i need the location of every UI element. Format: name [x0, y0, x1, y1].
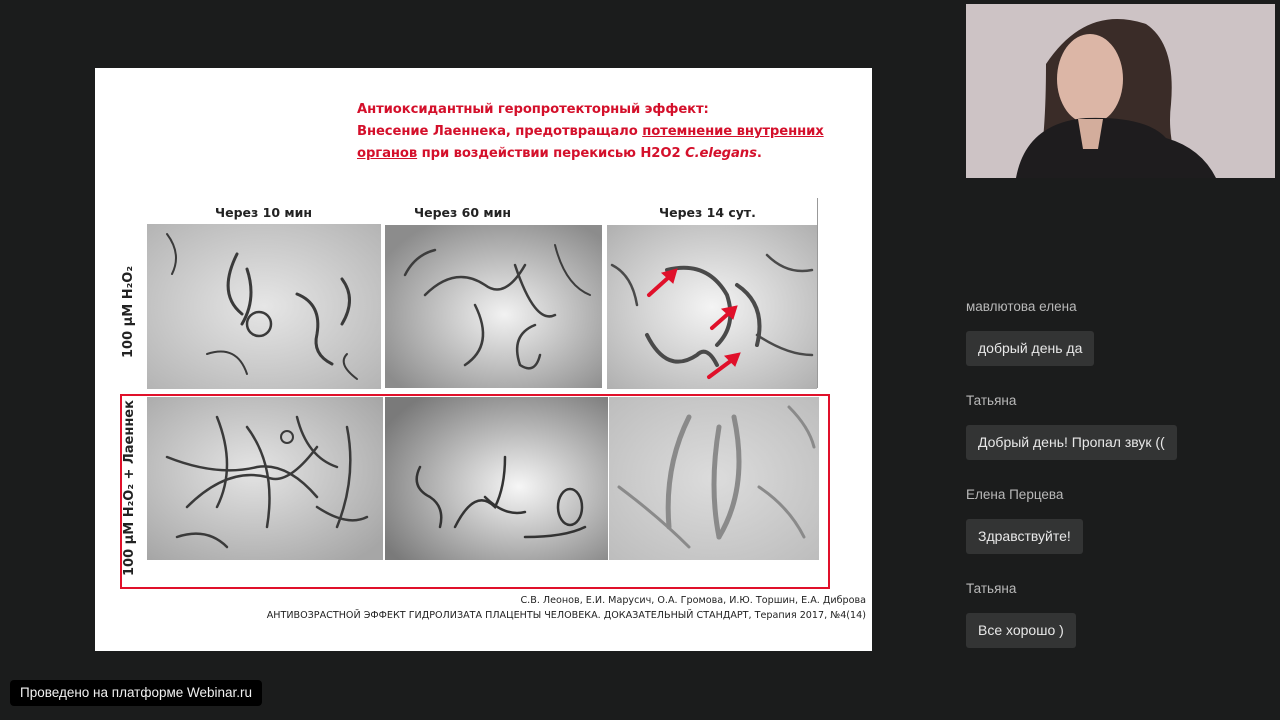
citation-title: АНТИВОЗРАСТНОЙ ЭФФЕКТ ГИДРОЛИЗАТА ПЛАЦЕНТЫ ЧЕЛОВЕКА. ДОКАЗАТЕЛЬНЫЙ СТАНДАРТ, Терапия 2017, №4(14)	[266, 610, 866, 621]
slide-heading	[357, 99, 857, 165]
chat-author: мавлютова елена	[966, 299, 1077, 314]
heading-line-2-plain: Внесение Лаеннека, предотвращало	[357, 124, 643, 139]
presentation-slide	[95, 68, 872, 651]
heading-line-3	[357, 143, 857, 165]
chat-author: Елена Перцева	[966, 487, 1064, 502]
column-label-10min: Через 10 мин	[215, 205, 312, 220]
worm-photo-row1-10min	[147, 224, 381, 389]
heading-line-2	[357, 121, 857, 143]
chat-message: Добрый день! Пропал звук ((	[966, 425, 1177, 460]
heading-line-1: Антиоксидантный геропротекторный эффект:	[357, 102, 709, 117]
highlight-frame	[120, 394, 830, 589]
citation-authors: С.В. Леонов, Е.И. Марусич, О.А. Громова, И.Ю. Торшин, Е.А. Диброва	[520, 595, 866, 606]
platform-badge-link[interactable]: Проведено на платформе Webinar.ru	[10, 680, 262, 706]
heading-line-3-italic: C.elegans	[685, 146, 757, 161]
worm-photo-row1-60min	[385, 225, 602, 388]
row-label-h2o2: 100 µM H₂O₂	[121, 265, 136, 358]
heading-line-3-end: .	[756, 146, 762, 161]
presenter-avatar	[966, 4, 1275, 178]
column-label-14days: Через 14 сут.	[659, 205, 756, 220]
row-label-h2o2-laennec: 100 µM H₂O₂ + Лаеннек	[122, 400, 137, 576]
divider-line	[817, 198, 818, 388]
heading-line-2-underlined: потемнение внутренних	[642, 124, 824, 139]
chat-author: Татьяна	[966, 581, 1017, 596]
presenter-video	[966, 4, 1275, 178]
worm-photo-row1-14days	[607, 225, 817, 389]
heading-line-3-underlined: органов	[357, 146, 418, 161]
chat-author: Татьяна	[966, 393, 1017, 408]
chat-message: Все хорошо )	[966, 613, 1076, 648]
column-label-60min: Через 60 мин	[414, 205, 511, 220]
chat-message: Здравствуйте!	[966, 519, 1083, 554]
chat-message: добрый день да	[966, 331, 1094, 366]
heading-line-3-plain: при воздействии перекисью Н2О2	[417, 146, 686, 161]
